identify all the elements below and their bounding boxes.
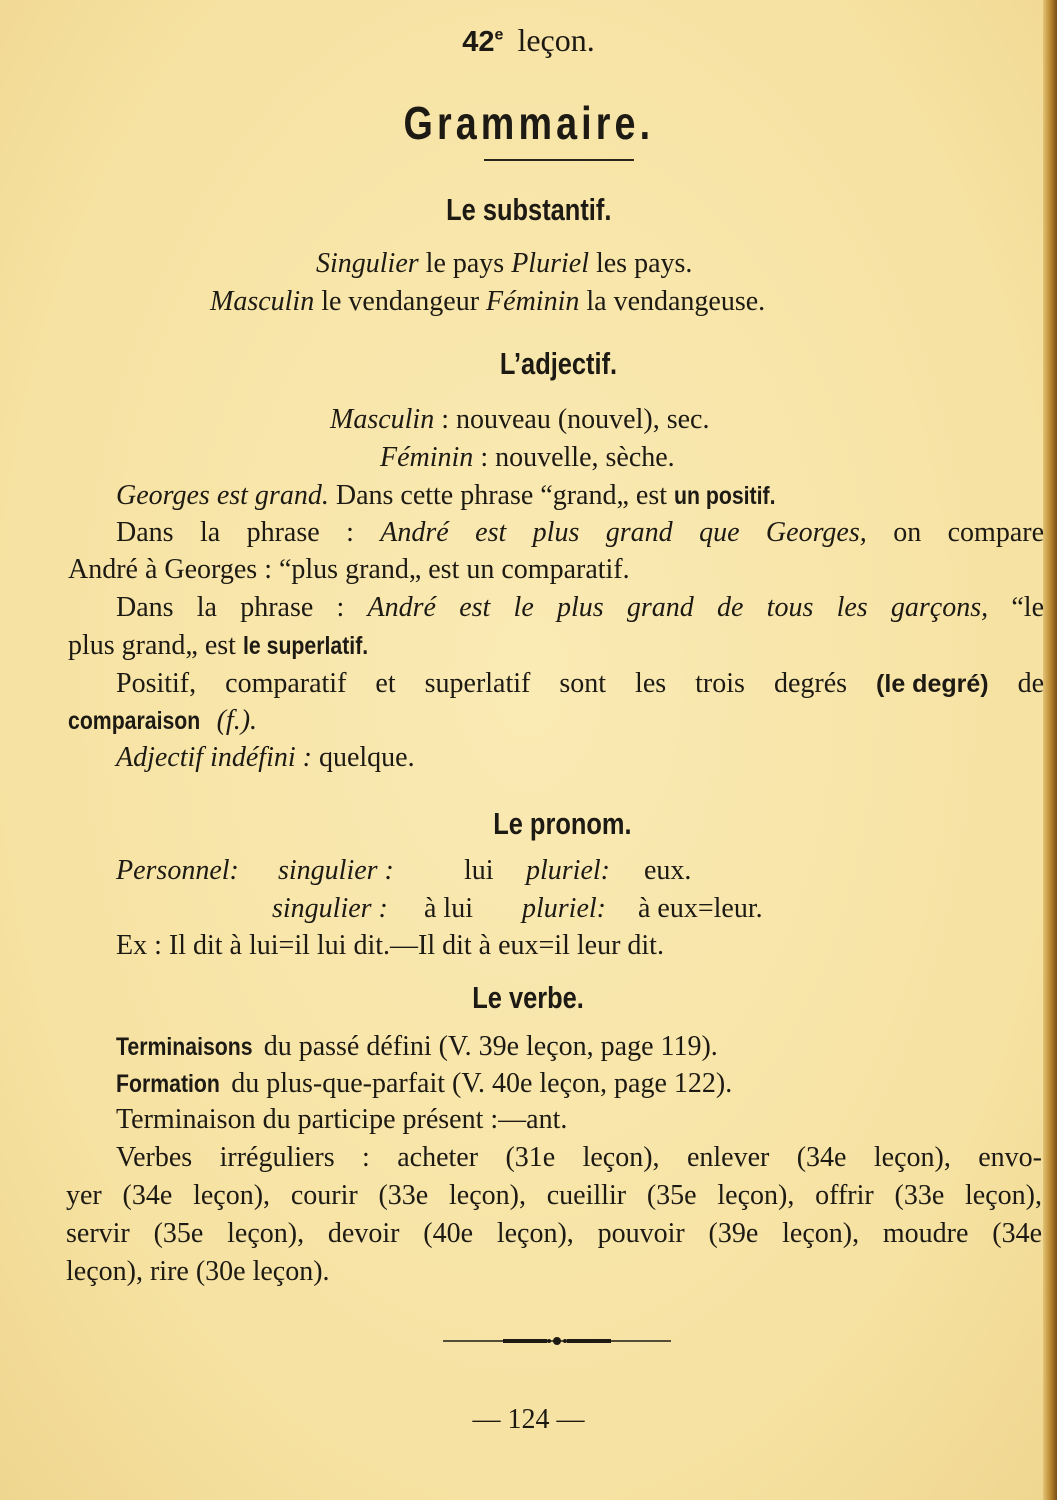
lesson-header — [0, 22, 1057, 59]
adjectif-superlatif-line-1: Dans la phrase : André est le plus grand de tous les garçons, “le — [116, 592, 1045, 623]
adjectif-comparatif-line-2: André à Georges : “plus grand„ est un comparatif. — [68, 554, 630, 585]
verbe-line-7: leçon), rire (30e leçon). — [66, 1256, 330, 1287]
verbe-line-1: Terminaisons du passé défini (V. 39e leçon, page 119). — [116, 1031, 718, 1062]
heading-adjectif: L’adjectif. — [499, 346, 618, 381]
page-number: — 124 — — [472, 1404, 585, 1435]
page-title: Grammaire. — [403, 97, 654, 149]
adjectif-positif: Georges est grand. Dans cette phrase “grand„ est un positif. — [116, 480, 776, 511]
lesson-word: leçon. — [517, 22, 595, 58]
verbe-line-4: Verbes irréguliers : acheter (31e leçon), enlever (34e leçon), envo- — [116, 1142, 1042, 1173]
verbe-line-2: Formation du plus-que-parfait (V. 40e leçon, page 122). — [116, 1068, 733, 1099]
pronom-line-3: Ex : Il dit à lui=il lui dit.—Il dit à eux=il leur dit. — [116, 930, 664, 961]
lesson-suffix: e — [494, 26, 504, 44]
lesson-number: 42 — [462, 26, 495, 58]
substantif-line-1: Singulier le pays Pluriel les pays. — [316, 248, 693, 279]
pronom-line-2: singulier : à lui pluriel: à eux=leur. — [272, 893, 763, 924]
adjectif-indefini: Adjectif indéfini : quelque. — [116, 742, 415, 773]
adjectif-degres-line-2: comparaison (f.). — [68, 705, 258, 736]
heading-verbe: Le verbe. — [472, 980, 585, 1015]
heading-substantif: Le substantif. — [445, 192, 612, 227]
adjectif-superlatif-line-2: plus grand„ est le superlatif. — [68, 630, 369, 661]
adjectif-comparatif-line-1: Dans la phrase : André est plus grand que Georges, on compare — [116, 517, 1044, 548]
verbe-line-5: yer (34e leçon), courir (33e leçon), cueillir (35e leçon), offrir (33e leçon), — [66, 1180, 1042, 1211]
adjectif-masculin: Masculin : nouveau (nouvel), sec. — [330, 404, 710, 435]
adjectif-feminin: Féminin : nouvelle, sèche. — [380, 442, 675, 473]
verbe-line-6: servir (35e leçon), devoir (40e leçon), pouvoir (39e leçon), moudre (34e — [66, 1218, 1042, 1249]
pronom-line-1: Personnel: singulier : lui pluriel: eux. — [116, 855, 692, 886]
verbe-line-3: Terminaison du participe présent :—ant. — [116, 1104, 568, 1135]
adjectif-degres-line-1: Positif, comparatif et superlatif sont les trois degrés (le degré) de — [116, 668, 1045, 699]
heading-pronom: Le pronom. — [493, 806, 632, 841]
substantif-line-2: Masculin le vendangeur Féminin la vendangeuse. — [210, 286, 766, 317]
title-rule — [484, 159, 634, 161]
ornament-rule — [443, 1336, 671, 1346]
